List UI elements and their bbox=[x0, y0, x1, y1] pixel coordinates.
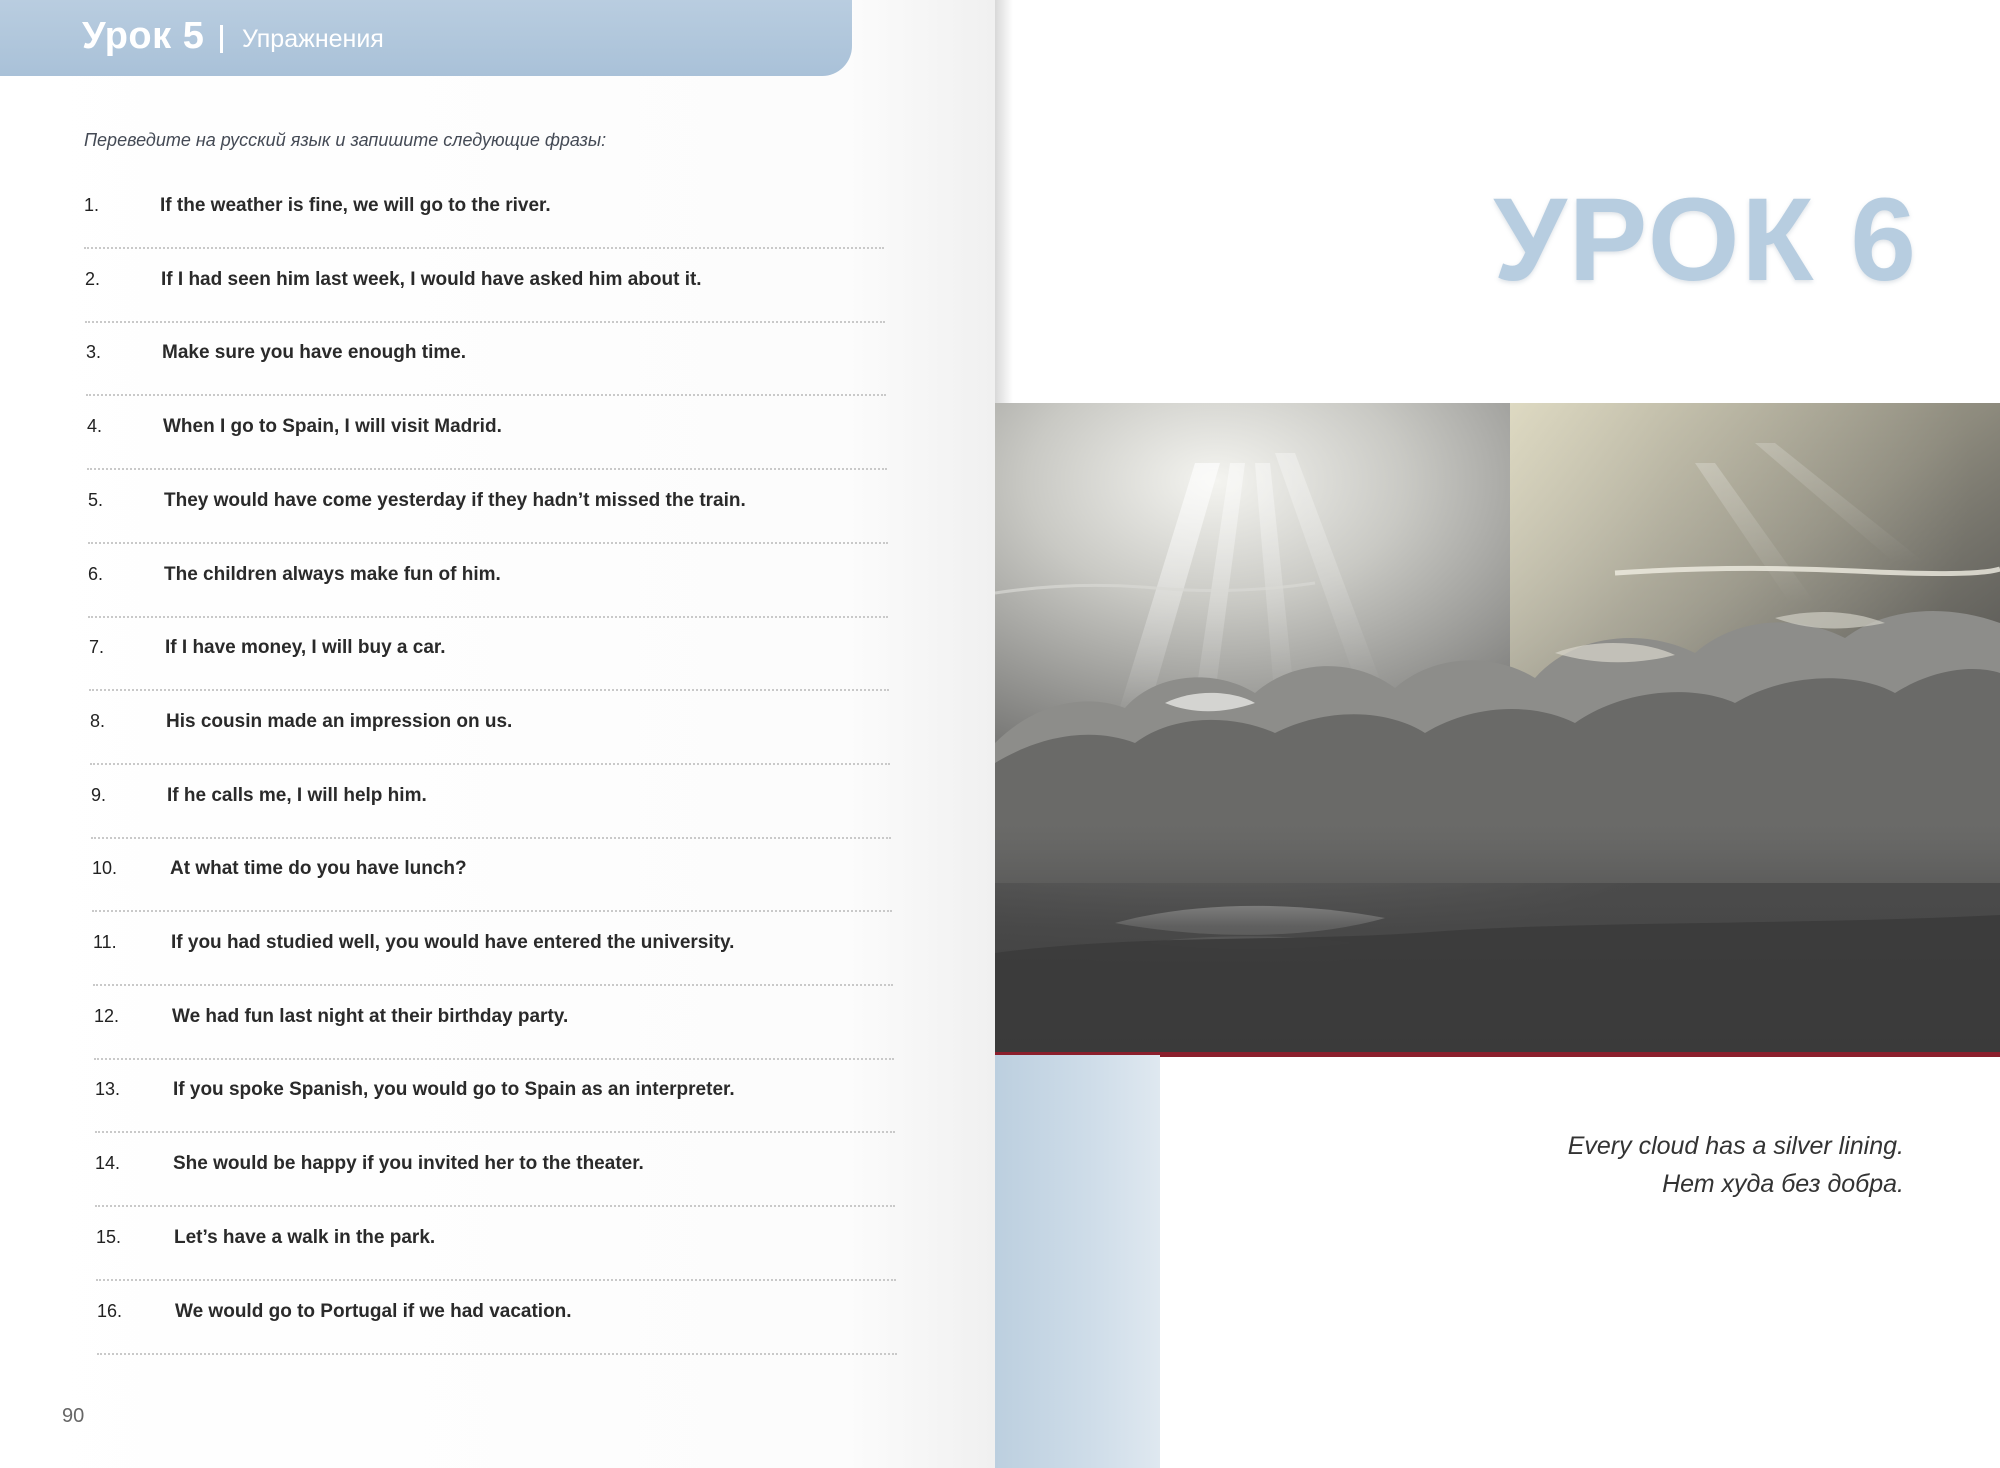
exercise-sentence: If the weather is fine, we will go to the river. bbox=[160, 195, 551, 216]
exercise-item bbox=[96, 1227, 896, 1267]
answer-line[interactable] bbox=[91, 837, 891, 839]
exercise-item bbox=[84, 195, 884, 235]
exercise-sentence: At what time do you have lunch? bbox=[170, 858, 467, 879]
left-page bbox=[0, 0, 995, 1468]
exercise-sentence: We had fun last night at their birthday party. bbox=[172, 1006, 569, 1027]
lesson-title: УРОК 6 bbox=[1493, 174, 1918, 306]
answer-line[interactable] bbox=[97, 1353, 897, 1355]
exercise-number: 5. bbox=[88, 490, 104, 510]
exercise-number: 9. bbox=[91, 785, 107, 805]
proverb-english: Every cloud has a silver lining. bbox=[1567, 1132, 1904, 1160]
exercise-number: 12. bbox=[94, 1006, 120, 1026]
sky-clouds-photo bbox=[995, 403, 2000, 1053]
exercise-item bbox=[88, 490, 888, 530]
exercise-number: 2. bbox=[85, 269, 101, 289]
answer-line[interactable] bbox=[95, 1205, 895, 1207]
exercise-item bbox=[92, 858, 892, 898]
exercise-item bbox=[94, 1006, 894, 1046]
exercise-sentence: If I have money, I will buy a car. bbox=[165, 637, 446, 658]
exercise-sentence: When I go to Spain, I will visit Madrid. bbox=[163, 416, 502, 437]
exercise-number: 10. bbox=[92, 858, 118, 878]
header-section-title: Упражнения bbox=[242, 25, 384, 53]
exercise-number: 14. bbox=[95, 1153, 121, 1173]
exercise-item bbox=[95, 1079, 895, 1119]
answer-line[interactable] bbox=[90, 763, 890, 765]
answer-line[interactable] bbox=[84, 247, 884, 249]
answer-line[interactable] bbox=[85, 321, 885, 323]
exercise-number: 15. bbox=[96, 1227, 122, 1247]
answer-line[interactable] bbox=[92, 910, 892, 912]
exercise-item bbox=[97, 1301, 897, 1341]
exercise-number: 6. bbox=[88, 564, 104, 584]
exercise-item bbox=[89, 637, 889, 677]
answer-line[interactable] bbox=[89, 689, 889, 691]
sky-clouds-sunbeams-icon bbox=[995, 403, 2000, 1053]
page-number: 90 bbox=[62, 1405, 85, 1427]
exercise-item bbox=[86, 342, 886, 382]
header-separator bbox=[220, 25, 223, 53]
exercise-item bbox=[93, 932, 893, 972]
answer-line[interactable] bbox=[87, 468, 887, 470]
answer-line[interactable] bbox=[88, 616, 888, 618]
exercise-sentence: We would go to Portugal if we had vacation. bbox=[175, 1301, 572, 1322]
exercise-item bbox=[85, 269, 885, 309]
answer-line[interactable] bbox=[96, 1279, 896, 1281]
exercise-instruction: Переведите на русский язык и запишите следующие фразы: bbox=[84, 130, 607, 150]
exercise-number: 3. bbox=[86, 342, 102, 362]
exercise-sentence: If you had studied well, you would have entered the university. bbox=[171, 932, 735, 953]
exercise-sentence: His cousin made an impression on us. bbox=[166, 711, 513, 732]
answer-line[interactable] bbox=[88, 542, 888, 544]
blue-decor-band bbox=[995, 1055, 1160, 1468]
exercise-sentence: Let’s have a walk in the park. bbox=[174, 1227, 436, 1248]
exercise-item bbox=[90, 711, 890, 751]
exercise-number: 8. bbox=[90, 711, 106, 731]
exercise-item bbox=[87, 416, 887, 456]
exercise-item bbox=[95, 1153, 895, 1193]
exercise-item bbox=[91, 785, 891, 825]
answer-line[interactable] bbox=[95, 1131, 895, 1133]
exercise-number: 1. bbox=[84, 195, 100, 215]
exercise-number: 7. bbox=[89, 637, 105, 657]
exercise-sentence: If you spoke Spanish, you would go to Spain as an interpreter. bbox=[173, 1079, 735, 1100]
answer-line[interactable] bbox=[94, 1058, 894, 1060]
exercise-sentence: If he calls me, I will help him. bbox=[167, 785, 427, 806]
header-tab bbox=[0, 0, 852, 76]
exercise-number: 11. bbox=[93, 932, 117, 952]
exercise-sentence: The children always make fun of him. bbox=[164, 564, 501, 585]
right-page bbox=[995, 0, 2000, 1468]
exercise-sentence: She would be happy if you invited her to the theater. bbox=[173, 1153, 644, 1174]
answer-line[interactable] bbox=[93, 984, 893, 986]
exercise-number: 13. bbox=[95, 1079, 121, 1099]
exercise-sentence: If I had seen him last week, I would have asked him about it. bbox=[161, 269, 702, 290]
header-lesson-title: Урок 5 bbox=[82, 15, 205, 57]
exercise-number: 16. bbox=[97, 1301, 123, 1321]
proverb-russian: Нет худа без добра. bbox=[1662, 1170, 1904, 1198]
answer-line[interactable] bbox=[86, 394, 886, 396]
exercise-number: 4. bbox=[87, 416, 103, 436]
exercise-sentence: They would have come yesterday if they hadn’t missed the train. bbox=[164, 490, 746, 511]
exercise-item bbox=[88, 564, 888, 604]
exercise-sentence: Make sure you have enough time. bbox=[162, 342, 467, 363]
